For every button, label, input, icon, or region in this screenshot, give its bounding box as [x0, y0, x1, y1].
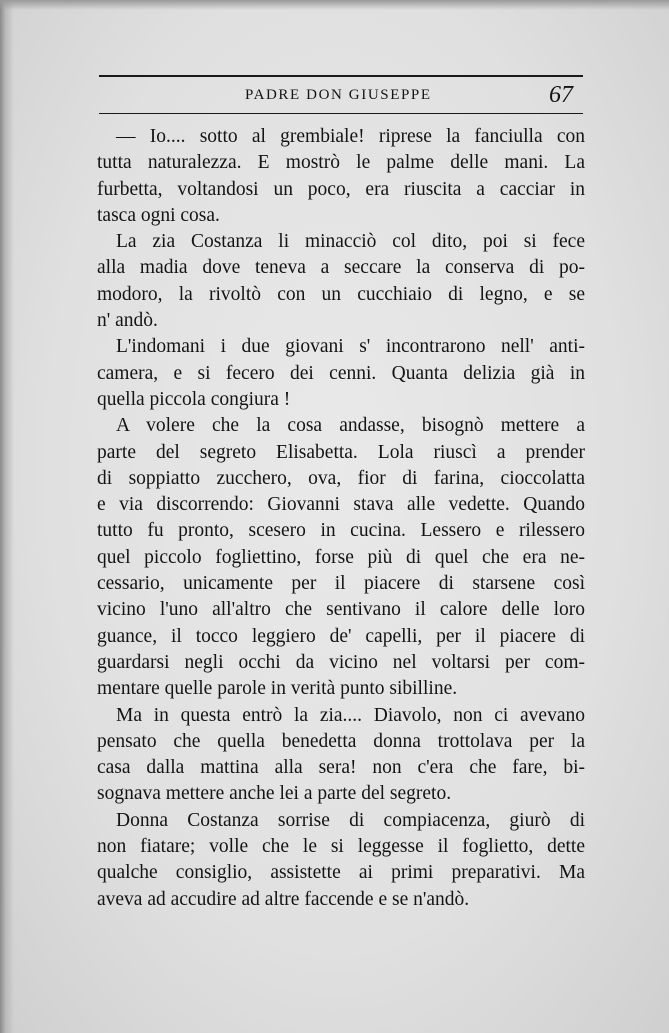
text-line: quel piccolo fogliettino, forse più di quel che era ne-: [97, 546, 585, 568]
text-line: A volere che la cosa andasse, bisognò mettere a: [116, 415, 585, 437]
text-line: — Io.... sotto al grembiale! riprese la fanciulla con: [116, 126, 585, 147]
text-line: camera, e si fecero dei cenni. Quanta delizia già in: [97, 362, 585, 384]
text-line: aveva ad accudire ad altre faccende e se n'andò.: [97, 888, 470, 910]
text-line: L'indomani i due giovani s' incontrarono nell' anti-: [116, 336, 585, 358]
text-line: tasca ogni cosa.: [97, 204, 220, 226]
text-line: Ma in questa entrò la zia.... Diavolo, non ci avevano: [116, 704, 585, 726]
text-line: qualche consiglio, assistette ai primi preparativi. Ma: [97, 862, 585, 884]
header-rule-bottom: [99, 113, 583, 114]
text-line: vicino l'uno all'altro che sentivano il calore delle loro: [97, 599, 585, 621]
text-line: cessario, unicamente per il piacere di starsene così: [97, 573, 585, 595]
text-line: tutta naturalezza. E mostrò le palme delle mani. La: [97, 152, 585, 174]
running-title: PADRE DON GIUSEPPE: [245, 87, 432, 103]
text-line: parte del segreto Elisabetta. Lola riuscì a prender: [97, 441, 585, 463]
text-line: Donna Costanza sorrise di compiacenza, giurò di: [116, 809, 585, 831]
text-line: mentare quelle parole in verità punto sibilline.: [97, 678, 458, 700]
text-line: pensato che quella benedetta donna trottolava per la: [97, 730, 585, 752]
text-line: non fiatare; volle che le si leggesse il foglietto, dette: [97, 836, 585, 858]
text-line: casa dalla mattina alla sera! non c'era che fare, bi-: [97, 757, 585, 779]
text-line: modoro, la rivoltò con un cucchiaio di legno, e se: [97, 283, 585, 305]
page-top-shadow: [0, 0, 669, 10]
text-line: furbetta, voltandosi un poco, era riuscita a cacciar in: [97, 178, 585, 200]
text-line: sognava mettere anche lei a parte del segreto.: [97, 783, 452, 805]
text-line: guardarsi negli occhi da vicino nel voltarsi per com-: [97, 651, 585, 673]
text-line: n' andò.: [97, 310, 158, 332]
text-line: alla madia dove teneva a seccare la conserva di po-: [97, 257, 585, 279]
text-line: di soppiatto zucchero, ova, fior di farina, cioccolatta: [97, 467, 585, 489]
header-rule-top: [99, 75, 583, 77]
page-header: [99, 75, 583, 115]
text-line: tutto fu pronto, scesero in cucina. Lessero e rilessero: [97, 520, 585, 542]
body-text: [97, 124, 585, 913]
text-line: La zia Costanza li minacciò col dito, poi si fece: [116, 231, 585, 253]
text-line: guance, il tocco leggiero de' capelli, per il piacere di: [97, 625, 585, 647]
text-line: quella piccola congiura !: [97, 388, 291, 410]
text-line: e via discorrendo: Giovanni stava alle vedette. Quando: [97, 494, 585, 516]
page-number: 67: [549, 82, 573, 108]
page-gutter-shadow: [0, 0, 14, 1033]
